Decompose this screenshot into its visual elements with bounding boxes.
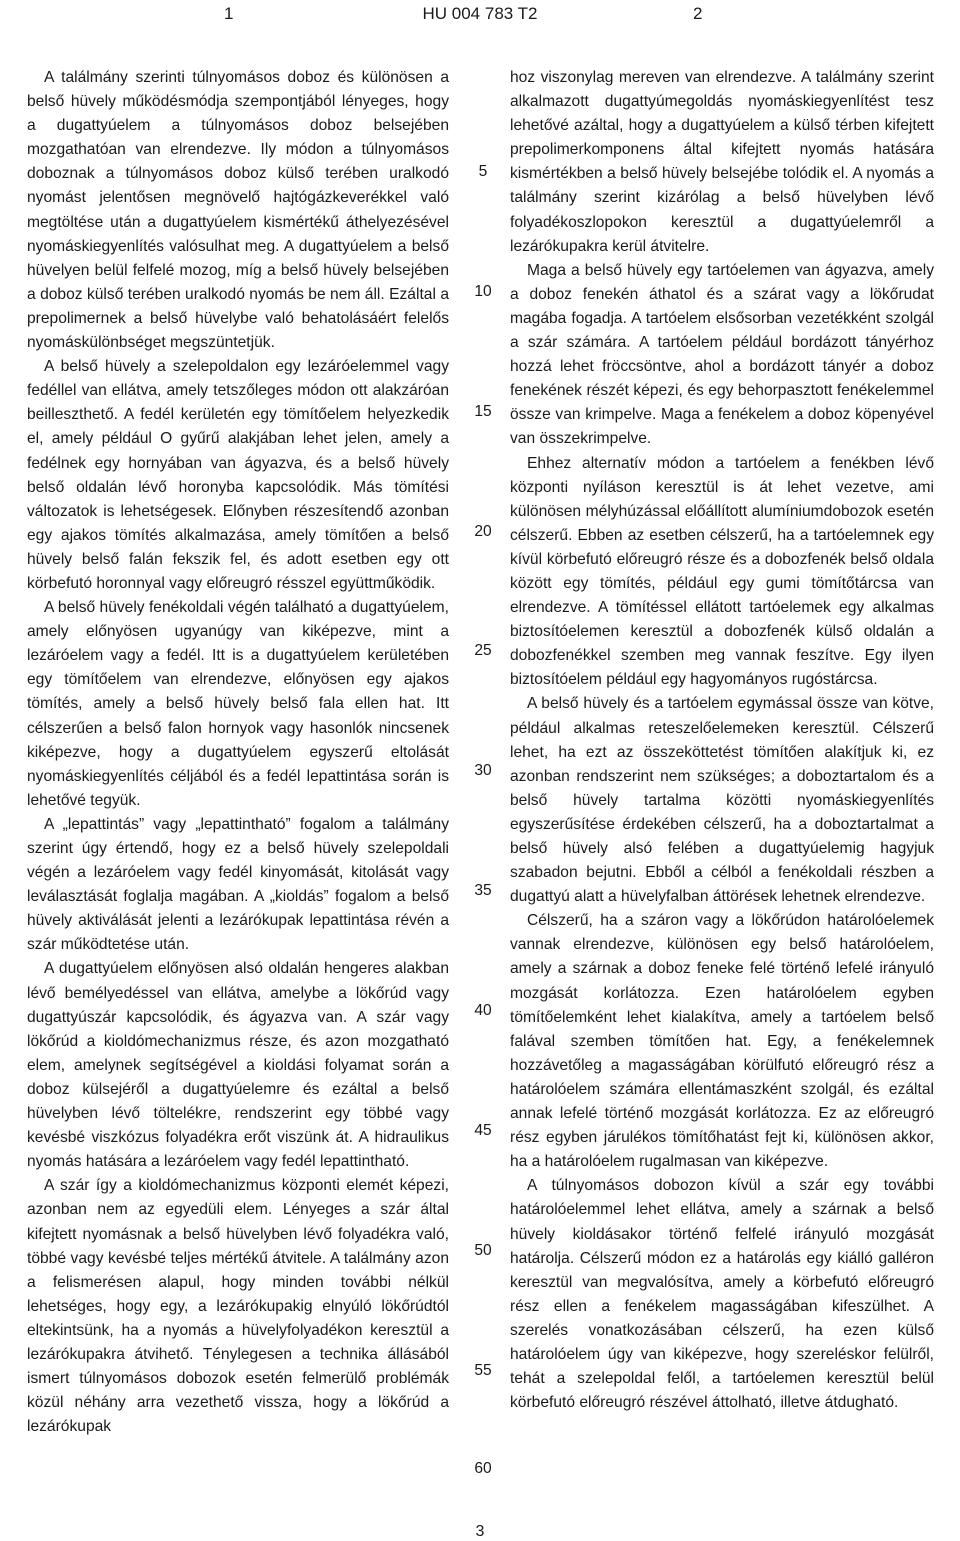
paragraph: A dugattyúelem előnyösen alsó oldalán hengeres alakban lévő bemélyedéssel van ellátva, amelybe a lökőrúd vagy dugattyúszár kapcsolódik, és ágyazva van. A szár vagy lökőrúd a kioldómechanizmus része, és azon mozgatható elem, amelynek segítségével a kioldási folyamat során a doboz külsejéről a dugattyúelemre és ezáltal a belső hüvelyben lévő töltelékre, rendszerint egy többé vagy kevésbé viszkózus folyadékra erőt viszünk át. A hidraulikus nyomás hatására a lezáróelem vagy fedél lepattintható. — [27, 960, 449, 1171]
line-number: 15 — [474, 403, 492, 420]
paragraph: A belső hüvely a szelepoldalon egy lezáróelemmel vagy fedéllel van ellátva, amely tetszőleges módon ott alakzáróan beilleszthető. A fedél kerületén egy tömítőelem helyezkedik el, amely például O gyűrű alakjában lehet jelen, amely a fedélnek egy hornyában van ágyazva, és a belső hüvely belső oldalán lévő horonyba kapcsolódik. Más tömítési változatok is lehetségesek. Előnyben részesítendő azonban egy ajakos tömítés alkalmazása, amely tömítően a belső hüvely belső falán fekszik fel, és adott esetben egy ott körbefutó horonnyal vagy előreugró résszel együttműködik. — [27, 358, 449, 592]
paragraph: A szár így a kioldómechanizmus központi elemét képezi, azonban nem az egyedüli elem. Lényeges a szár által kifejtett nyomásnak a belső hüvelyben lévő folyadékra való, többé vagy kevésbé teljes mértékű átvitele. A találmány azon a felismerésen alapul, hogy minden további nélkül lehetséges, hogy egy, a lezárókupakig elnyúló lökőrúdtól eltekintsünk, ha a nyomás a hüvelyfolyadékon keresztül a lezárókupakra átvihető. Ténylegesen a technika állásából ismert túlnyomásos dobozok esetén felmerülő problémák közül néhány arra vezethető vissza, hogy a lökőrúd a lezárókupak — [27, 1177, 449, 1436]
line-number: 50 — [474, 1242, 492, 1259]
line-number: 45 — [474, 1122, 492, 1139]
line-number: 10 — [474, 283, 492, 300]
line-number: 40 — [474, 1002, 492, 1019]
line-number: 25 — [474, 642, 492, 659]
page-number: 3 — [475, 1523, 485, 1540]
paragraph: Maga a belső hüvely egy tartóelemen van ágyazva, amely a doboz fenekén áthatol és a szárat vagy a lökőrudat magába fogadja. A tartóelem elsősorban vezetékként szolgál a szár számára. A tartóelem például bordázott tányérhoz hozzá lehet fröccsöntve, ahol a bordázott tányér a doboz fenekének részét képezi, és egy behorpasztott fenékelemmel össze van krimpelve. Maga a fenékelem a doboz köpenyével van összekrimpelve. — [510, 261, 934, 448]
line-number: 60 — [474, 1460, 492, 1477]
right-text-column — [510, 66, 934, 1415]
paragraph: A belső hüvely és a tartóelem egymással össze van kötve, például alkalmas reteszelőelemeken keresztül. Célszerű lehet, ha ezt az összeköttetést tömítően alakítjuk ki, ez azonban rendszerint nem szükséges; a doboztartalom és a belső hüvely tartalma közötti nyomáskiegyenlítés egyszerűsítése érdekében célszerű, ha a doboztartalmat a belső hüvely alsó felében a dugattyúelemig hagyjuk szabadon bejutni. Ebből a célból a fenékoldali részben a dugattyú alatt a hüvelyfalban áttörések lehetnek elrendezve. — [510, 695, 934, 906]
paragraph: A „lepattintás” vagy „lepattintható” fogalom a találmány szerint úgy értendő, hogy ez a belső hüvely szelepoldali végén a lezáróelem vagy fedél kinyomását, kitolását vagy leválasztását foglalja magában. A „kioldás” fogalom a belső hüvely aktiválását jelenti a lezárókupak lepattintása révén a szár működtetése után. — [27, 815, 449, 954]
paragraph: A belső hüvely fenékoldali végén található a dugattyúelem, amely előnyösen ugyanúgy van kiképezve, mint a lezáróelem vagy a fedél. Itt is a dugattyúelem kerületében egy tömítőelem van elrendezve, előnyösen egy ajakos tömítés, amely a belső hüvely belső fala ellen hat. Itt célszerűen a belső falon hornyok vagy hasonlók nincsenek kiképezve, hogy a dugattyúelem egyszerű eltolását nyomáskiegyenlítés céljából és a fedél lepattintása során is lehetővé tegyük. — [27, 599, 449, 809]
line-number: 35 — [474, 882, 492, 899]
line-number: 55 — [474, 1362, 492, 1379]
line-number: 30 — [474, 762, 492, 779]
paragraph: hoz viszonylag mereven van elrendezve. A találmány szerint alkalmazott dugattyúmegoldás nyomáskiegyenlítést tesz lehetővé azáltal, hogy a dugattyúelem a külső térben kifejtett prepolimerkomponens által kifejtett nyomás hatására kismértékben a belső hüvely belsejébe tolódik el. A nyomás a találmány szerint kizárólag a belső hüvelyben lévő folyadékoszlopokon keresztül a dugattyúelemről a lezárókupakra kerül átvitelre. — [510, 69, 934, 255]
paragraph: Ehhez alternatív módon a tartóelem a fenékben lévő központi nyíláson keresztül is át lehet vezetve, ami különösen mélyhúzással előállított alumíniumdobozok esetén célszerű. Ebben az esetben célszerű, ha a tartóelemnek egy kívül körbefutó előreugró része és a dobozfenék belső oldala között egy tömítés, például egy gumi tömítőtárcsa van elrendezve. A tömítéssel ellátott tartóelemek egy alkalmas biztosítóelemen keresztül a dobozfenék külső oldalán a dobozfenékkel szemben meg vannak feszítve. Egy ilyen biztosítóelem például egy hagyományos rugóstárcsa. — [510, 454, 934, 689]
left-column-number: 1 — [224, 4, 234, 23]
line-number: 20 — [474, 523, 492, 540]
right-column-number: 2 — [693, 4, 703, 23]
left-text-column — [27, 66, 449, 1439]
paragraph: Célszerű, ha a száron vagy a lökőrúdon határolóelemek vannak elrendezve, különösen egy belső határolóelem, amely a szárnak a doboz feneke felé történő lefelé irányuló mozgását korlátozza. Ezen határolóelem egyben tömítőelemként lehet kialakítva, amely a tartóelem belső falával szemben tömítően hat. Egy, a fenékelemnek hozzávetőleg a magasságában körülfutó előreugró rész a határolóelem számára ellentámaszként szolgál, és ezáltal annak lefelé történő mozgását korlátozza. Ez az előreugró rész egyben járulékos tömítőhatást fejt ki, különösen akkor, ha a határolóelem rugalmasan van kiképezve. — [510, 912, 934, 1171]
paragraph: A túlnyomásos dobozon kívül a szár egy további határolóelemmel lehet ellátva, amely a szárnak a belső hüvely kioldásakor történő felfelé irányuló mozgását határolja. Célszerű módon ez a határolás egy kiálló galléron keresztül van megvalósítva, amely a körbefutó előreugró rész ellen a fenékelem magasságában kifeszülhet. A szerelés vonatkozásában célszerű, ha ezen külső határolóelem úgy van kiképezve, hogy szereléskor felülről, tehát a szelepoldal felől, a tartóelemen keresztül belül körbefutó előreugró részével áttolható, illetve átdugható. — [510, 1177, 934, 1412]
line-number: 5 — [478, 163, 488, 180]
paragraph: A találmány szerinti túlnyomásos doboz és különösen a belső hüvely működésmódja szempontjából lényeges, hogy a dugattyúelem a túlnyomásos doboz belsejében mozgathatóan van elrendezve. Ily módon a túlnyomásos doboznak a túlnyomásos doboz külső terében uralkodó nyomást jelentősen megnövelő hajtógázkeverékkel való megtöltése után a dugattyúelem kismértékű áthelyezésével nyomáskiegyenlítés valósulhat meg. A dugattyúelem a belső hüvelyen belül felfelé mozog, míg a belső hüvely belsejében a doboz külső terében uralkodó nyomás be nem áll. Ezáltal a prepolimernek a belső hüvelybe való behatolásáért felelős nyomáskülönbséget megszüntetjük. — [27, 69, 449, 352]
document-number: HU 004 783 T2 — [422, 4, 538, 23]
